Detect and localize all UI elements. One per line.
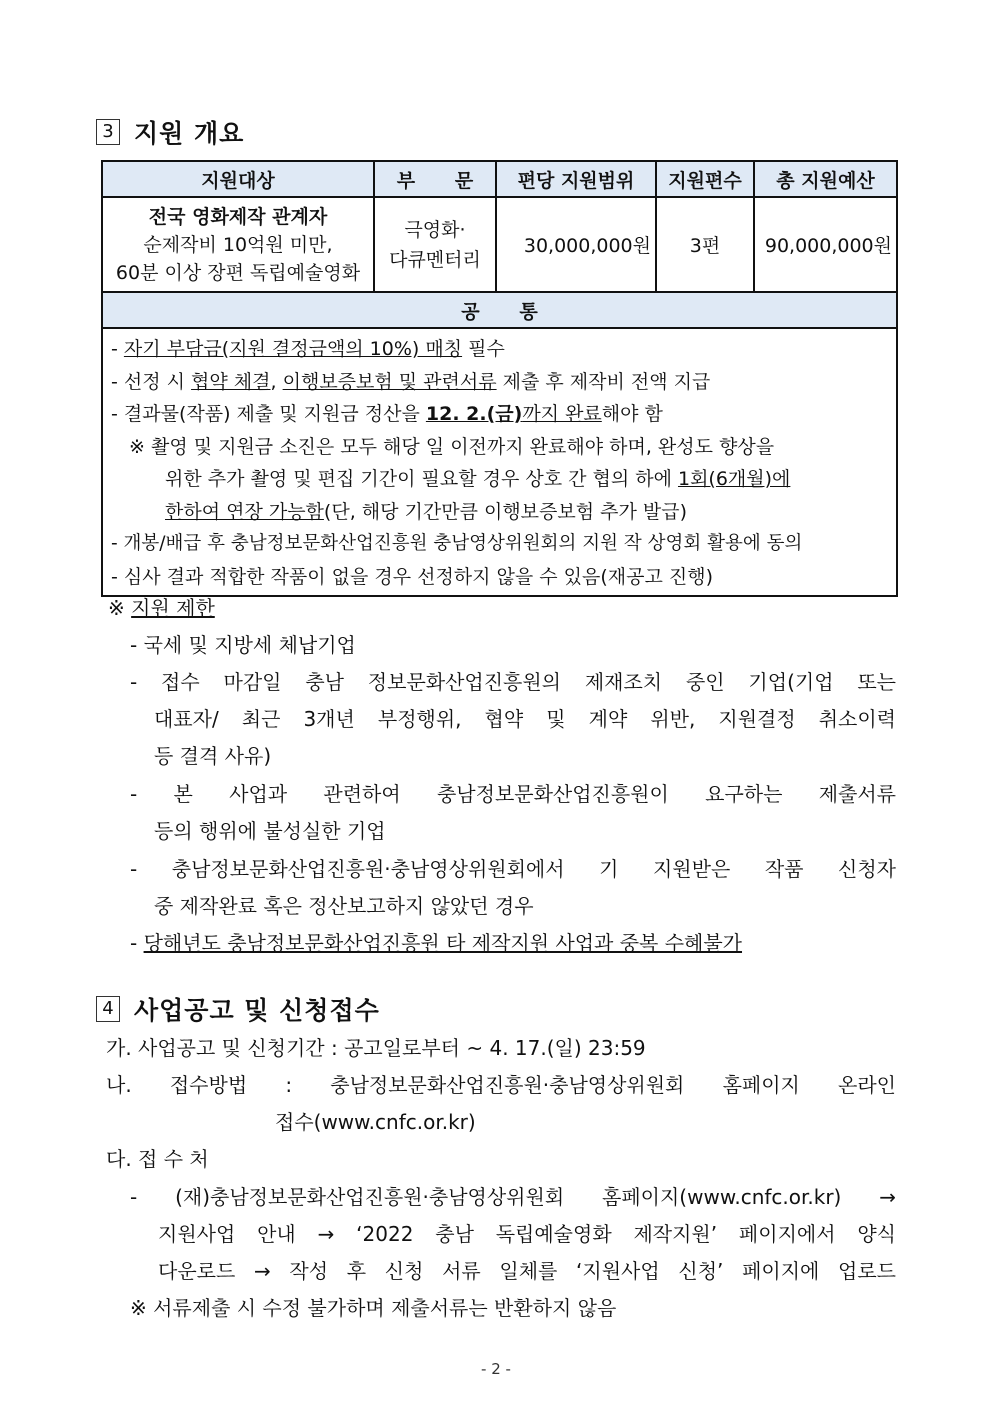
section-number-box: 3 <box>96 119 120 145</box>
section-number-box: 4 <box>96 996 120 1022</box>
header-budget: 총 지원예산 <box>754 161 897 197</box>
table-header-row <box>102 161 897 197</box>
restrict-item-2c: 등 결격 사유) <box>154 744 272 768</box>
table-row <box>102 197 897 292</box>
apply-place-line-3: 다운로드 → 작성 후 신청 서류 일체를 ‘지원사업 신청’ 페이지에 업로드 <box>158 1259 896 1283</box>
common-line-4: ※ 촬영 및 지원금 소진은 모두 해당 일 이전까지 완료해야 하며, 완성도 향상을 <box>129 435 775 458</box>
apply-place-line-1: - (재)충남정보문화산업진흥원·충남영상위원회 홈페이지(www.cnfc.or.kr) → <box>130 1185 896 1209</box>
cell-target <box>102 197 374 292</box>
common-conditions <box>102 328 897 596</box>
common-line-1: - 자기 부담금(지원 결정금액의 10%) 매칭 필수 <box>111 338 505 360</box>
common-header: 공 통 <box>102 292 897 328</box>
category-line-1: 극영화· <box>404 218 466 241</box>
target-line-1: 전국 영화제작 관계자 <box>148 205 328 228</box>
cell-category <box>374 197 496 292</box>
section-4-title <box>96 991 380 1027</box>
cell-budget: 90,000,000원 <box>754 197 897 292</box>
restrict-item-2b: 대표자/ 최근 3개년 부정행위, 협약 및 계약 위반, 지원결정 취소이력 <box>154 707 896 731</box>
restrict-item-3a: - 본 사업과 관련하여 충남정보문화산업진흥원이 요구하는 제출서류 <box>130 782 896 806</box>
common-line-6: 한하여 연장 가능함(단, 해당 기간만큼 이행보증보험 추가 발급) <box>165 500 688 523</box>
section-title-text: 지원 개요 <box>134 119 245 148</box>
common-line-7: - 개봉/배급 후 충남정보문화산업진흥원 충남영상위원회의 지원 작 상영회 활용에 동의 <box>111 533 803 554</box>
common-body-row <box>102 328 897 596</box>
common-line-3: - 결과물(작품) 제출 및 지원금 정산을 12. 2.(금)까지 완료해야 함 <box>111 403 663 425</box>
restrict-item-3b: 등의 행위에 불성실한 기업 <box>154 819 386 843</box>
category-line-2: 다큐멘터리 <box>389 248 481 271</box>
section-title-text: 사업공고 및 신청접수 <box>134 996 380 1025</box>
target-line-3: 60분 이상 장편 독립예술영화 <box>115 261 361 284</box>
cell-count: 3편 <box>656 197 754 292</box>
header-count: 지원편수 <box>656 161 754 197</box>
apply-place-line-2: 지원사업 안내 → ‘2022 충남 독립예술영화 제작지원’ 페이지에서 양식 <box>158 1222 896 1246</box>
apply-method-line-1: 나. 접수방법 : 충남정보문화산업진흥원·충남영상위원회 홈페이지 온라인 <box>106 1073 896 1097</box>
header-category: 부 문 <box>374 161 496 197</box>
header-range: 편당 지원범위 <box>496 161 656 197</box>
support-overview-table <box>101 160 898 597</box>
target-line-2: 순제작비 10억원 미만, <box>143 233 333 256</box>
apply-place-label: 다. 접 수 처 <box>106 1147 209 1171</box>
restrict-item-1: - 국세 및 지방세 체납기업 <box>130 633 356 657</box>
header-target: 지원대상 <box>102 161 374 197</box>
submission-note: ※ 서류제출 시 수정 불가하며 제출서류는 반환하지 않음 <box>130 1296 617 1320</box>
common-line-5: 위한 추가 촬영 및 편집 기간이 필요할 경우 상호 간 협의 하에 1회(6개월)에 <box>165 468 791 490</box>
page-number: - 2 - <box>481 1360 511 1378</box>
restrict-title: ※ 지원 제한 <box>108 596 215 620</box>
restrict-item-4b: 중 제작완료 혹은 정산보고하지 않았던 경우 <box>154 894 534 918</box>
restrict-item-4a: - 충남정보문화산업진흥원·충남영상위원회에서 기 지원받은 작품 신청자 <box>130 857 896 881</box>
apply-method-line-2: 접수(www.cnfc.or.kr) <box>275 1110 476 1134</box>
section-3-title <box>96 114 244 150</box>
restrict-item-2a: - 접수 마감일 충남 정보문화산업진흥원의 제재조치 중인 기업(기업 또는 <box>130 670 896 694</box>
common-header-row <box>102 292 897 328</box>
restrict-item-5: - 당해년도 충남정보문화산업진흥원 타 제작지원 사업과 중복 수혜불가 <box>130 931 743 955</box>
common-line-8: - 심사 결과 적합한 작품이 없을 경우 선정하지 않을 수 있음(재공고 진행) <box>111 565 714 588</box>
cell-range: 30,000,000원 <box>496 197 656 292</box>
announce-period: 가. 사업공고 및 신청기간 : 공고일로부터 ~ 4. 17.(일) 23:59 <box>106 1036 646 1060</box>
common-line-2: - 선정 시 협약 체결, 이행보증보험 및 관련서류 제출 후 제작비 전액 지급 <box>111 370 711 393</box>
